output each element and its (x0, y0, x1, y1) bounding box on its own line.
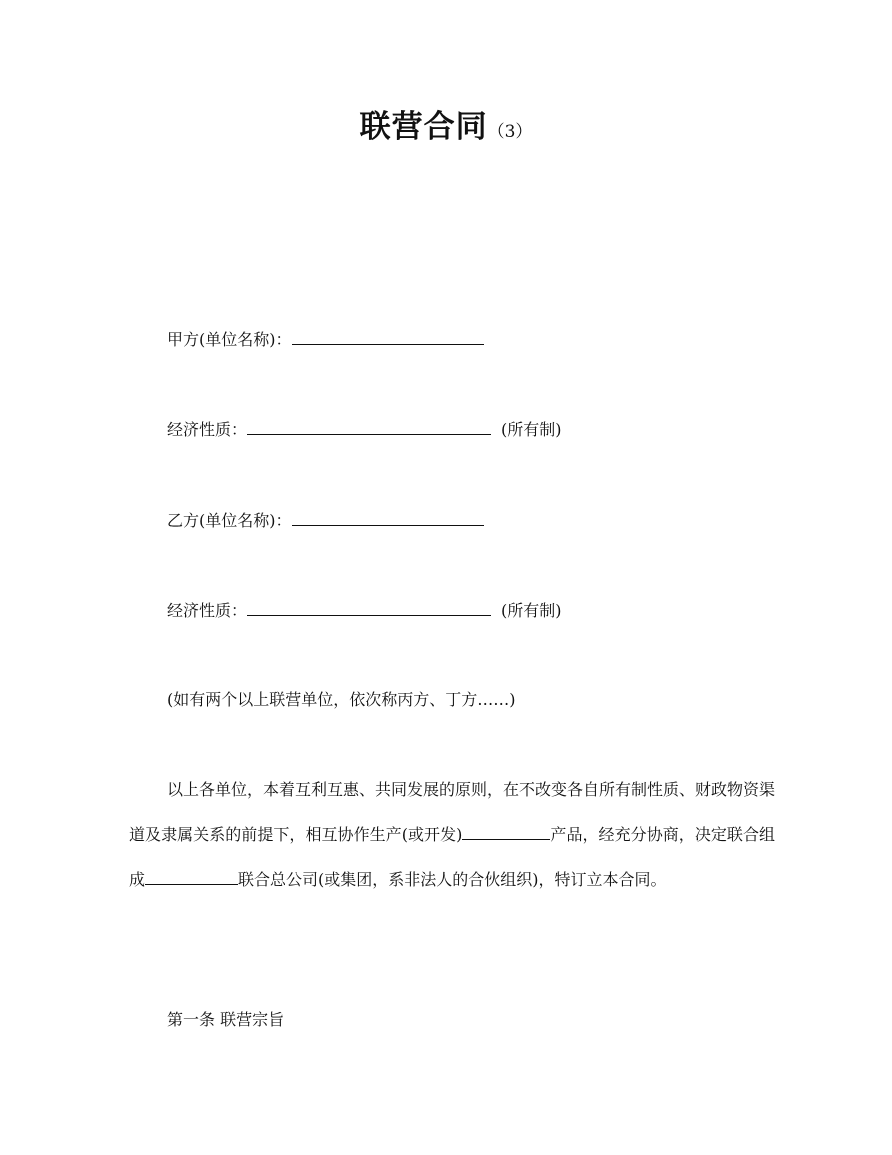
party-b-label: 乙方(单位名称)： (167, 511, 292, 530)
party-a-name-line (167, 326, 484, 352)
title-suffix: （3） (487, 122, 533, 142)
preamble-part1: 以上各单位，本着互利互惠、共同发展的原则，在不改变各自所有制性质、财政物资渠道及隶属关系的前提下，相互协作生产(或开发) (129, 780, 776, 844)
party-b-ownership-suffix: (所有制) (501, 601, 562, 620)
title-main: 联营合同 (359, 109, 488, 145)
party-a-nature-line (167, 416, 562, 442)
article-1-heading: 第一条 联营宗旨 (167, 1010, 285, 1029)
preamble-part3: 联合总公司(或集团，系非法人的合伙组织)，特订立本合同。 (238, 870, 667, 889)
party-a-label: 甲方(单位名称)： (167, 330, 292, 349)
party-b-nature-blank (247, 597, 491, 616)
party-a-ownership-suffix: (所有制) (501, 420, 562, 439)
party-b-name-line (167, 507, 484, 533)
party-b-name-blank (292, 507, 484, 526)
preamble-paragraph (129, 767, 775, 902)
product-blank (462, 823, 550, 840)
party-b-nature-line (167, 597, 562, 623)
additional-parties-note: (如有两个以上联营单位，依次称丙方、丁方……) (167, 690, 516, 709)
preamble-part2: 产品，经充分协商，决定联合组成 (129, 825, 775, 889)
company-name-blank (145, 868, 238, 885)
party-a-name-blank (292, 326, 484, 345)
document-title (0, 104, 892, 155)
party-a-nature-blank (247, 416, 491, 435)
party-a-nature-label: 经济性质： (167, 420, 248, 439)
party-b-nature-label: 经济性质： (167, 601, 248, 620)
